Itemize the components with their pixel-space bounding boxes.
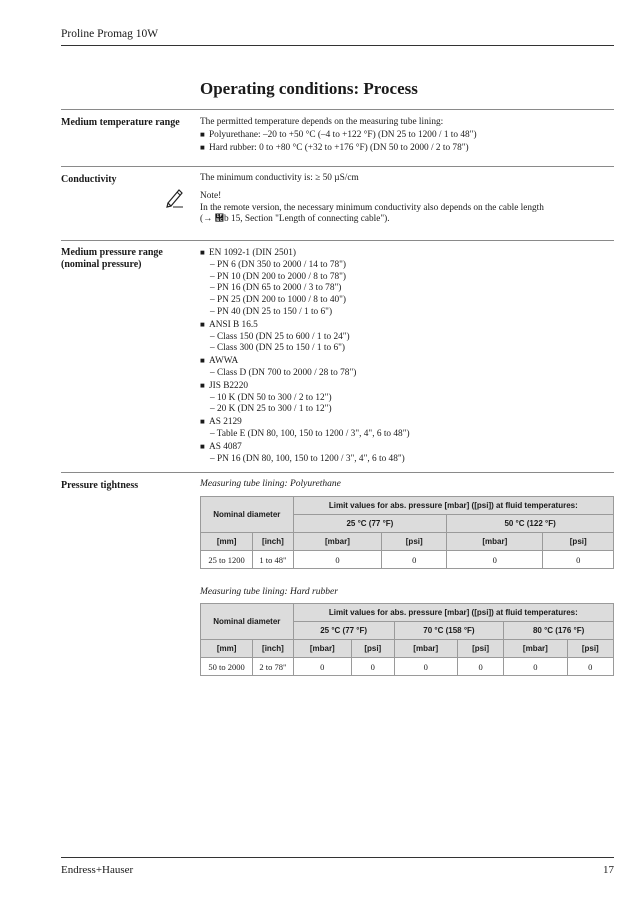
header-limit-values: Limit values for abs. pressure [mbar] ([psi]) at fluid temperatures: [293,497,613,515]
note-text: (→ ὜b 15, Section "Length of connecting cable"). [200,214,390,225]
conductivity-value: The minimum conductivity is: ≥ 50 µS/cm [200,173,359,183]
header-temperature: 70 °C (158 °F) [394,622,504,640]
conductivity-text [200,173,614,226]
pressure-standards-list [200,247,614,465]
footer-rule [61,857,614,858]
table-cell: 2 to 78" [253,658,293,676]
table-cell: 0 [504,658,567,676]
bullet-icon: ■ [200,356,205,366]
bullet-icon: ■ [200,142,205,152]
bullet-icon: ■ [200,248,205,257]
standard-sub-item: – PN 10 (DN 200 to 2000 / 8 to 78") [210,271,347,282]
table-cell: 0 [351,658,394,676]
standard-sub-item: – PN 16 (DN 80, 100, 150 to 1200 / 3", 4", 6 to 48") [210,453,405,464]
standard-sub-item: – PN 16 (DN 65 to 2000 / 3 to 78") [210,283,342,294]
table-caption-hard-rubber: Measuring tube lining: Hard rubber [200,587,338,597]
bullet-icon: ■ [200,319,205,329]
section-label-pressure-tightness: Pressure tightness [61,480,139,491]
header-unit: [inch] [253,640,293,658]
section-divider [61,166,614,167]
header-unit: [mbar] [293,533,382,551]
table-cell: 0 [447,551,543,569]
bullet-icon: ■ [200,129,205,139]
bullet-icon: ■ [200,417,205,427]
standard-sub-item: – PN 6 (DN 350 to 2000 / 14 to 78") [210,259,347,270]
header-unit: [mm] [201,533,253,551]
table-cell: 25 to 1200 [201,551,253,569]
header-unit: [psi] [567,640,613,658]
header-unit: [mbar] [394,640,457,658]
header-limit-values: Limit values for abs. pressure [mbar] ([psi]) at fluid temperatures: [293,604,613,622]
header-rule [61,45,614,46]
footer-brand: Endress+Hauser [61,864,134,876]
section-label-medium-pressure: Medium pressure range (nominal pressure) [61,247,163,270]
table-cell: 0 [457,658,503,676]
pencil-note-icon [165,186,185,208]
standard-sub-item: – Table E (DN 80, 100, 150 to 1200 / 3", 4", 6 to 48") [210,428,410,439]
header-nominal-diameter: Nominal diameter [201,604,294,640]
standard-sub-item: – PN 40 (DN 25 to 150 / 1 to 6") [210,306,333,317]
section-divider [61,472,614,473]
standard-item: ■ ANSI B 16.5 [200,319,258,330]
header-unit: [mbar] [504,640,567,658]
table-row [201,551,614,569]
standard-item: ■ AS 2129 [200,417,242,428]
note-text: In the remote version, the necessary minimum conductivity also depends on the cable length [200,202,544,213]
standard-sub-item: – Class D (DN 700 to 2000 / 28 to 78") [210,367,357,378]
page-number: 17 [603,864,614,876]
bullet-icon: ■ [200,380,205,390]
medium-temperature-item: ■ Polyurethane: –20 to +50 °C (–4 to +122 °F) (DN 25 to 1200 / 1 to 48") [200,129,477,140]
pressure-table-hard-rubber [200,603,614,676]
header-temperature: 50 °C (122 °F) [447,515,614,533]
header-unit: [psi] [457,640,503,658]
header-unit: [psi] [351,640,394,658]
standard-item: ■ EN 1092-1 (DIN 2501) [200,248,297,258]
standard-sub-item: – PN 25 (DN 200 to 1000 / 8 to 40") [210,295,347,306]
table-cell: 0 [382,551,447,569]
standard-item: ■ AWWA [200,356,239,367]
table-cell: 1 to 48" [253,551,293,569]
running-header-title: Proline Promag 10W [61,28,159,40]
table-cell: 0 [567,658,613,676]
header-unit: [inch] [253,533,293,551]
standard-sub-item: – Class 300 (DN 25 to 150 / 1 to 6") [210,343,345,354]
pressure-table-polyurethane [200,496,614,569]
medium-temperature-text [200,117,614,154]
standard-sub-item: – 10 K (DN 50 to 300 / 2 to 12") [210,392,332,403]
header-temperature: 25 °C (77 °F) [293,515,447,533]
header-nominal-diameter: Nominal diameter [201,497,294,533]
table-cell: 50 to 2000 [201,658,253,676]
header-unit: [psi] [382,533,447,551]
bullet-icon: ■ [200,441,205,451]
table-cell: 0 [293,658,351,676]
table-cell: 0 [293,551,382,569]
table-cell: 0 [543,551,614,569]
header-unit: [mm] [201,640,253,658]
table-caption-polyurethane: Measuring tube lining: Polyurethane [200,479,341,489]
standard-item: ■ AS 4087 [200,441,242,452]
header-temperature: 25 °C (77 °F) [293,622,394,640]
section-divider [61,109,614,110]
standard-sub-item: – Class 150 (DN 25 to 600 / 1 to 24") [210,331,350,342]
medium-temperature-item: ■ Hard rubber: 0 to +80 °C (+32 to +176 °F) (DN 50 to 2000 / 2 to 78") [200,142,469,153]
header-unit: [psi] [543,533,614,551]
section-divider [61,240,614,241]
page-title: Operating conditions: Process [200,79,418,98]
section-label-medium-temperature: Medium temperature range [61,117,180,128]
header-unit: [mbar] [447,533,543,551]
standard-sub-item: – 20 K (DN 25 to 300 / 1 to 12") [210,404,332,415]
section-label-conductivity: Conductivity [61,174,117,185]
table-cell: 0 [394,658,457,676]
header-temperature: 80 °C (176 °F) [504,622,614,640]
header-unit: [mbar] [293,640,351,658]
note-title: Note! [200,190,222,201]
table-row [201,658,614,676]
medium-temperature-intro: The permitted temperature depends on the measuring tube lining: [200,117,444,127]
standard-item: ■ JIS B2220 [200,380,249,391]
